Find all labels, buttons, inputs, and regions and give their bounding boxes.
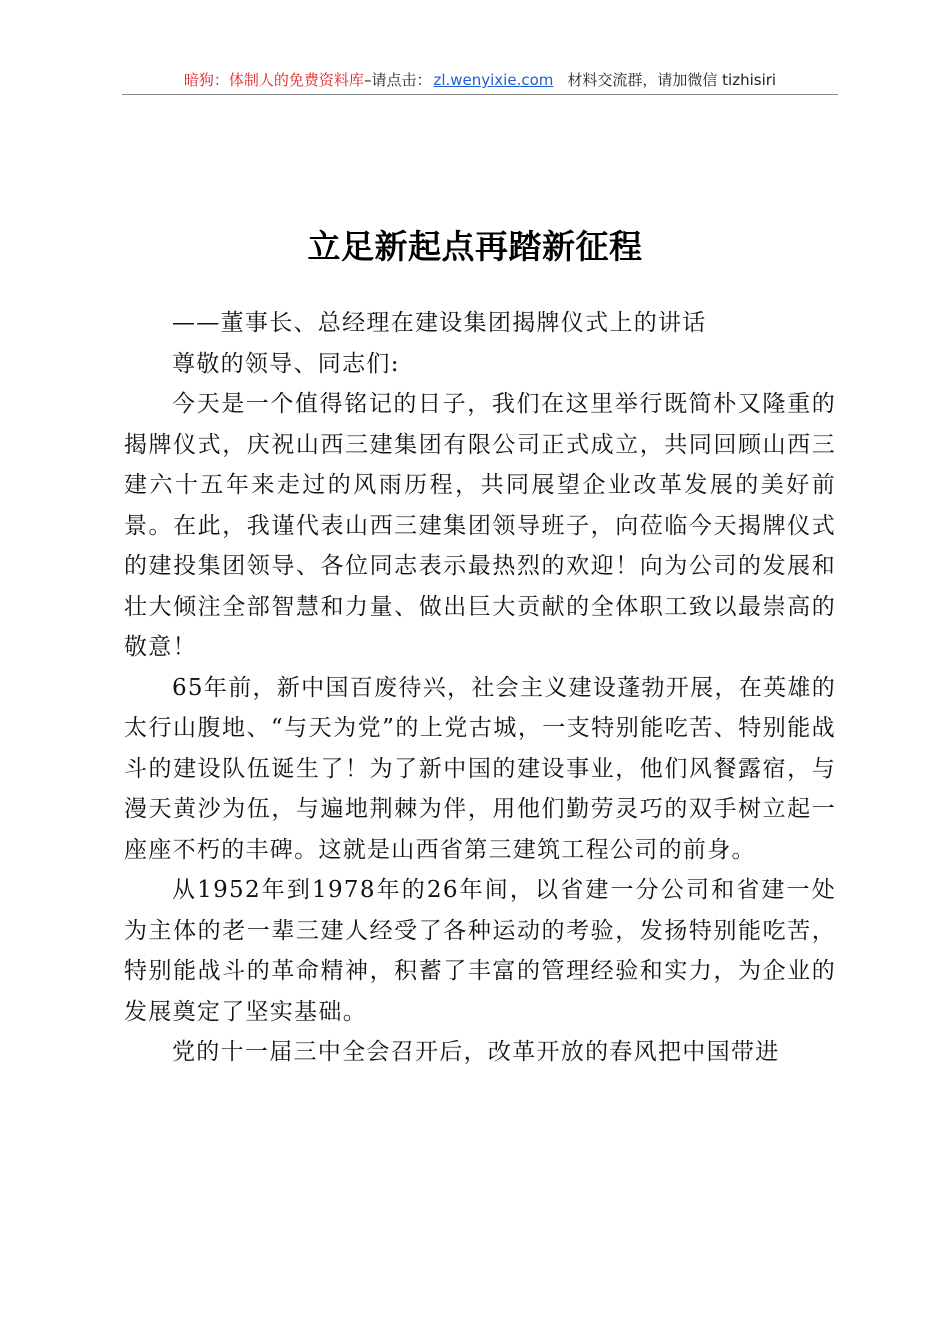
header-contact-text: 材料交流群，请加微信 tizhisiri bbox=[567, 71, 777, 89]
body-paragraph: 今天是一个值得铭记的日子，我们在这里举行既简朴又隆重的揭牌仪式，庆祝山西三建集团有限公司正式成立，共同回顾山西三建六十五年来走过的风雨历程，共同展望企业改革发展的美好前景。在此，我谨代表山西三建集团领导班子，向莅临今天揭牌仪式的建投集团领导、各位同志表示最热烈的欢迎！向为公司的发展和壮大倾注全部智慧和力量、做出巨大贡献的全体职工致以最崇高的敬意！ bbox=[124, 391, 836, 660]
document-subtitle: ——董事长、总经理在建设集团揭牌仪式上的讲话 bbox=[172, 310, 707, 336]
header-click-prompt: –请点击： bbox=[363, 71, 432, 89]
document-body bbox=[124, 303, 836, 1073]
body-paragraph: 从1952年到1978年的26年间，以省建一分公司和省建一处为主体的老一辈三建人经受了各种运动的考验，发扬特别能吃苦，特别能战斗的革命精神，积蓄了丰富的管理经验和实力，为企业的发展奠定了坚实基础。 bbox=[124, 877, 836, 1025]
body-paragraph: 65年前，新中国百废待兴，社会主义建设蓬勃开展，在英雄的太行山腹地、“与天为党”的上党古城，一支特别能吃苦、特别能战斗的建设队伍诞生了！为了新中国的建设事业，他们风餐露宿，与漫天黄沙为伍，与遍地荆棘为伴，用他们勤劳灵巧的双手树立起一座座不朽的丰碑。这就是山西省第三建筑工程公司的前身。 bbox=[124, 674, 836, 863]
document-title: 立足新起点再踏新征程 bbox=[307, 227, 643, 266]
page-header bbox=[122, 66, 838, 95]
body-paragraph: 党的十一届三中全会召开后，改革开放的春风把中国带进 bbox=[172, 1039, 780, 1065]
header-site-link[interactable]: zl.wenyixie.com bbox=[433, 71, 554, 89]
header-site-name: 暗狗：体制人的免费资料库 bbox=[183, 71, 364, 89]
document-greeting: 尊敬的领导、同志们: bbox=[172, 350, 400, 377]
